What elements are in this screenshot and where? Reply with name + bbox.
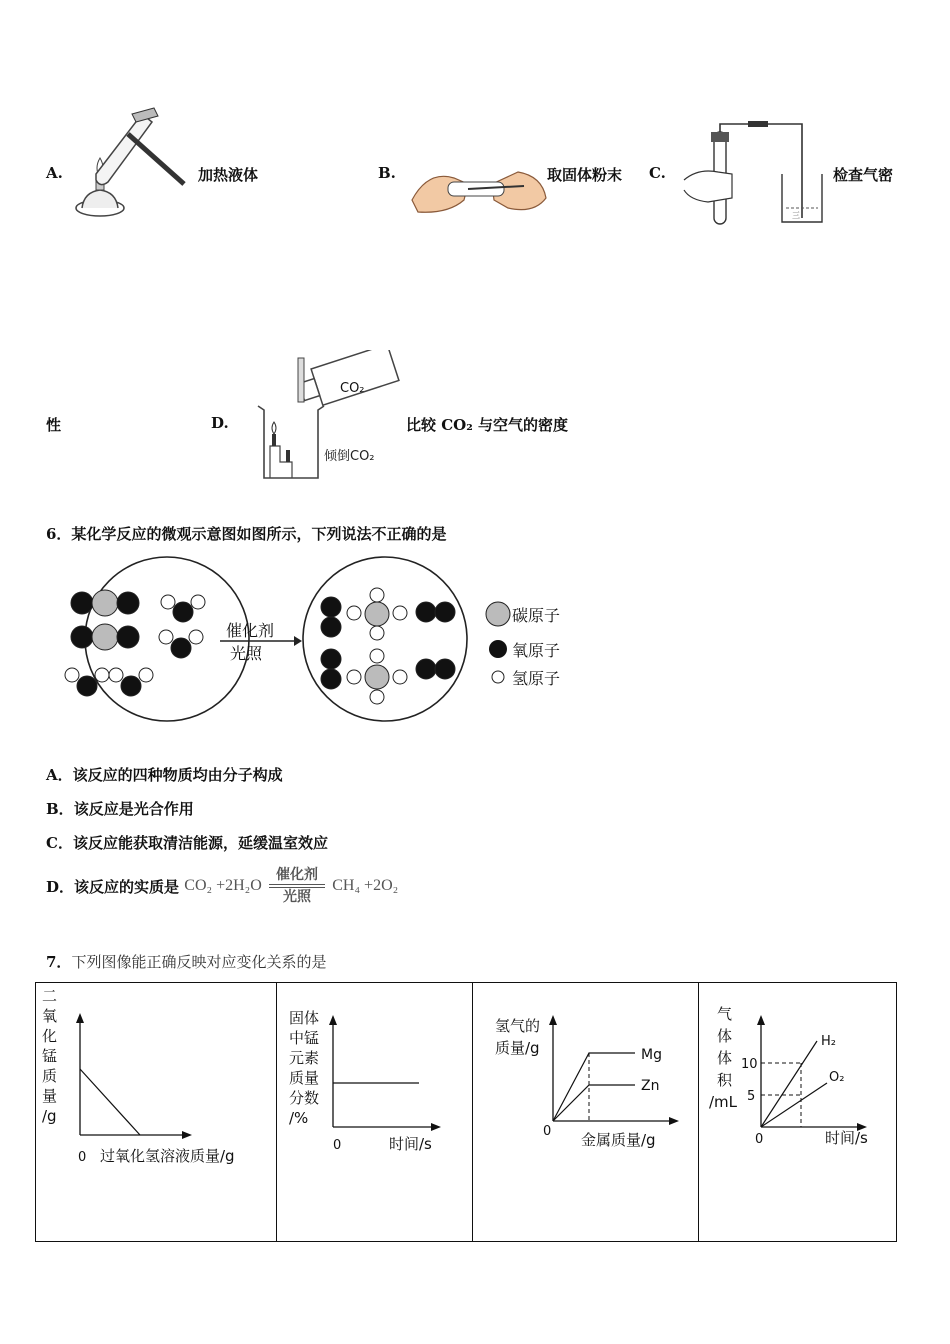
svg-text:量: 量 xyxy=(42,1087,58,1105)
svg-text:10: 10 xyxy=(741,1057,758,1072)
svg-text:0: 0 xyxy=(333,1138,342,1153)
reaction-microscopic-diagram xyxy=(40,555,600,730)
graph-3-zn-line xyxy=(553,1085,635,1121)
svg-text:二: 二 xyxy=(42,987,58,1005)
graph-3-mg-line xyxy=(553,1053,635,1121)
arrow-condition-top: 催化剂 xyxy=(226,621,275,640)
legend-carbon-label: 碳原子 xyxy=(512,606,561,625)
graph-4-h2-line xyxy=(761,1041,817,1127)
svg-text:/g: /g xyxy=(42,1107,57,1125)
svg-text:元素: 元素 xyxy=(289,1049,320,1067)
svg-text:Mg: Mg xyxy=(641,1047,662,1063)
svg-text:积: 积 xyxy=(717,1071,733,1089)
q6-option-a: A．该反应的四种物质均由分子构成 xyxy=(46,766,283,784)
svg-text:0: 0 xyxy=(755,1132,764,1147)
option-a-text: 加热液体 xyxy=(198,166,259,184)
option-b-letter: B. xyxy=(378,164,396,182)
legend-hydrogen-label: 氢原子 xyxy=(512,669,561,688)
svg-text:三: 三 xyxy=(792,211,800,220)
graph-4 xyxy=(698,983,897,1241)
option-c-letter: C. xyxy=(649,164,666,182)
graph-4-o2-line xyxy=(761,1083,827,1127)
svg-text:质: 质 xyxy=(42,1067,58,1085)
equation-left: CO₂ +2H₂O xyxy=(184,877,262,894)
heating-liquid-illustration xyxy=(72,104,192,222)
svg-text:氧: 氧 xyxy=(42,1007,58,1025)
option-d-letter: D. xyxy=(211,414,229,432)
graph-1 xyxy=(36,983,276,1241)
q6-option-d: D．该反应的实质是 CO₂ +2H₂O $\frac{\text{催化剂}}{\text{光照}}$ CH₄ +2O₂ xyxy=(46,867,399,905)
svg-text:5: 5 xyxy=(747,1089,756,1104)
svg-text:Zn: Zn xyxy=(641,1078,660,1094)
graph-3 xyxy=(472,983,699,1241)
svg-text:体: 体 xyxy=(717,1049,733,1067)
svg-text:O₂: O₂ xyxy=(829,1070,845,1085)
question-6-stem: 6．某化学反应的微观示意图如图所示，下列说法不正确的是 xyxy=(46,525,447,543)
legend-oxygen-symbol xyxy=(489,640,507,658)
question-7-stem: 7．下列图像能正确反映对应变化关系的是 xyxy=(46,953,327,971)
svg-text:氢气的: 氢气的 xyxy=(495,1017,541,1035)
option-b-text: 取固体粉末 xyxy=(547,166,623,184)
q6-option-c: C．该反应能获取清洁能源，延缓温室效应 xyxy=(46,834,328,852)
svg-text:0: 0 xyxy=(543,1124,552,1139)
svg-text:0: 0 xyxy=(78,1150,87,1165)
svg-text:H₂: H₂ xyxy=(821,1034,836,1049)
bottle-label: CO₂ xyxy=(340,381,365,396)
svg-text:分数: 分数 xyxy=(289,1089,320,1107)
q6-option-b: B．该反应是光合作用 xyxy=(46,800,194,818)
legend-carbon-symbol xyxy=(486,602,510,626)
svg-text:固体: 固体 xyxy=(289,1009,320,1027)
option-d-text: 比较 CO₂ 与空气的密度 xyxy=(406,416,569,434)
svg-text:质量: 质量 xyxy=(289,1069,320,1087)
svg-text:气: 气 xyxy=(717,1005,733,1023)
graph-1-line xyxy=(80,1069,140,1135)
svg-text:化: 化 xyxy=(42,1027,58,1045)
q7-graph-table xyxy=(35,982,897,1242)
option-c-text: 检查气密 xyxy=(833,166,894,184)
svg-text:/mL: /mL xyxy=(709,1093,738,1111)
pour-caption: 倾倒CO₂ xyxy=(324,449,375,464)
graph-2 xyxy=(276,983,473,1241)
equation-right: CH₄ +2O₂ xyxy=(332,877,399,894)
arrow-condition-bottom: 光照 xyxy=(230,644,263,663)
svg-text:时间/s: 时间/s xyxy=(389,1135,432,1153)
airtightness-check-illustration xyxy=(678,118,828,228)
legend-oxygen-label: 氧原子 xyxy=(512,641,561,660)
option-a-letter: A. xyxy=(46,164,63,182)
svg-text:体: 体 xyxy=(717,1027,733,1045)
equation-condition: $\frac{\text{催化剂}}{\text{光照}}$ xyxy=(269,866,325,906)
legend-hydrogen-symbol xyxy=(492,671,504,683)
take-powder-illustration xyxy=(408,160,548,220)
svg-text:时间/s: 时间/s xyxy=(825,1129,868,1147)
svg-text:/%: /% xyxy=(289,1109,309,1127)
svg-text:过氧化氢溶液质量/g: 过氧化氢溶液质量/g xyxy=(100,1147,235,1165)
pour-co2-illustration xyxy=(252,350,402,484)
svg-text:锰: 锰 xyxy=(42,1047,58,1065)
svg-text:质量/g: 质量/g xyxy=(495,1039,540,1057)
svg-text:中锰: 中锰 xyxy=(289,1029,320,1047)
svg-text:金属质量/g: 金属质量/g xyxy=(581,1131,656,1149)
option-c-text-continued: 性 xyxy=(46,416,62,434)
